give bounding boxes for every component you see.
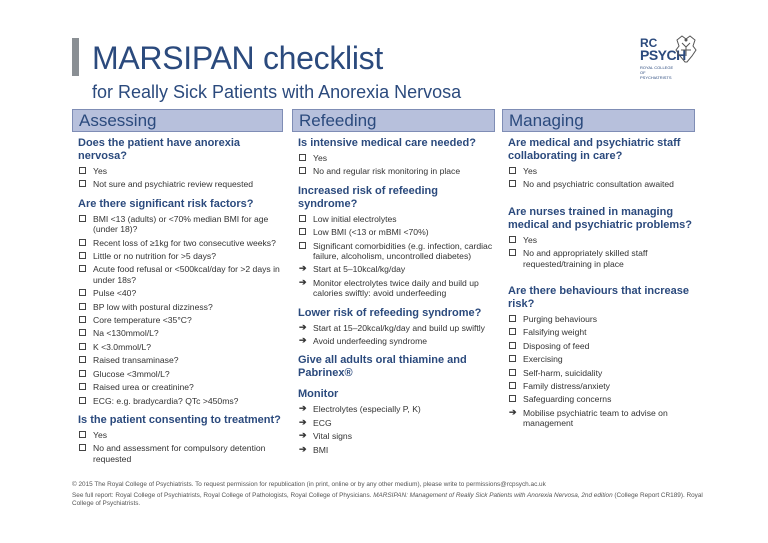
item-text: Family distress/anxiety bbox=[523, 381, 610, 392]
checklist-item[interactable] bbox=[78, 443, 281, 464]
action-item bbox=[298, 264, 493, 274]
checklist-item[interactable] bbox=[78, 264, 281, 285]
item-text: Na <130mmol/L? bbox=[93, 328, 159, 339]
checkbox-icon[interactable] bbox=[79, 370, 86, 377]
column-body bbox=[292, 137, 495, 455]
item-text: No and appropriately skilled staff requested/training in place bbox=[523, 248, 648, 269]
section-question: Are there behaviours that increase risk? bbox=[508, 285, 689, 311]
item-text: Core temperature <35°C? bbox=[93, 315, 192, 326]
checkbox-icon[interactable] bbox=[509, 382, 516, 389]
item-text: No and regular risk monitoring in place bbox=[313, 166, 461, 177]
section-question: Are medical and psychiatric staff collaborating in care? bbox=[508, 137, 681, 162]
item-text: Purging behaviours bbox=[523, 314, 598, 325]
checklist-item[interactable] bbox=[78, 251, 281, 261]
checklist-item[interactable] bbox=[78, 179, 281, 189]
item-text: Low BMI (<13 or mBMI <70%) bbox=[313, 227, 429, 238]
checkbox-icon[interactable] bbox=[79, 316, 86, 323]
item-text: Low initial electrolytes bbox=[313, 213, 397, 224]
checklist-item[interactable] bbox=[298, 227, 493, 237]
footer-report-suffix: (College Report CR189). Royal College of Psychiatrists. bbox=[72, 491, 703, 508]
item-text: Electrolytes (especially P, K) bbox=[313, 404, 421, 415]
item-text: Yes bbox=[93, 429, 108, 440]
item-text: ECG bbox=[313, 417, 332, 428]
checkbox-icon[interactable] bbox=[509, 355, 516, 362]
checklist-item[interactable] bbox=[508, 179, 693, 189]
item-text: Recent loss of ≥1kg for two consecutive weeks? bbox=[93, 237, 276, 248]
arrow-right-icon: ➔ bbox=[299, 430, 307, 441]
checkbox-icon[interactable] bbox=[299, 242, 306, 249]
checklist-item[interactable] bbox=[508, 354, 693, 364]
item-text: Falsifying weight bbox=[523, 327, 587, 338]
item-text: Start at 15–20kcal/kg/day and build up swiftly bbox=[313, 322, 485, 333]
item-text: Yes bbox=[313, 153, 328, 163]
item-text: Monitor electrolytes twice daily and build up calories swiftly: avoid underfeeding bbox=[313, 277, 479, 299]
section-question: Increased risk of refeeding syndrome? bbox=[298, 184, 438, 210]
footer-report-prefix: See full report: Royal College of Psychiatrists, Royal College of Pathologists, Royal College of Physicians. bbox=[72, 491, 374, 499]
checkbox-icon[interactable] bbox=[79, 329, 86, 336]
checkbox-icon[interactable] bbox=[79, 167, 86, 174]
item-text: No and psychiatric consultation awaited bbox=[523, 179, 674, 190]
section-question: Monitor bbox=[298, 388, 339, 401]
title-accent-bar bbox=[72, 38, 79, 76]
logo-psych-text: PSYCH bbox=[640, 47, 686, 63]
checkbox-icon[interactable] bbox=[509, 249, 516, 256]
item-text: BMI bbox=[313, 444, 329, 455]
checklist-item[interactable] bbox=[298, 153, 493, 163]
crest-icon bbox=[673, 34, 699, 64]
section-question: Are nurses trained in managing medical and psychiatric problems? bbox=[508, 205, 693, 231]
action-item bbox=[298, 278, 493, 299]
action-item bbox=[298, 404, 493, 414]
checkbox-icon[interactable] bbox=[509, 315, 516, 322]
item-text: Yes bbox=[523, 166, 538, 176]
column-heading: Refeeding bbox=[292, 109, 495, 132]
page-subtitle: for Really Sick Patients with Anorexia Nervosa bbox=[92, 82, 462, 102]
arrow-right-icon: ➔ bbox=[509, 406, 517, 417]
action-item bbox=[298, 323, 493, 333]
checklist-item[interactable] bbox=[508, 368, 693, 378]
footer-report bbox=[72, 492, 712, 509]
checkbox-icon[interactable] bbox=[509, 369, 516, 376]
checkbox-icon[interactable] bbox=[79, 397, 86, 404]
rcpsych-logo bbox=[640, 36, 700, 90]
action-item bbox=[298, 431, 493, 441]
item-text: Yes bbox=[523, 234, 538, 245]
item-text: Pulse <40? bbox=[93, 288, 137, 299]
item-text: BMI <13 (adults) or <70% median BMI for age (under 18)? bbox=[93, 213, 269, 235]
item-text: Disposing of feed bbox=[523, 340, 590, 351]
item-text: Glucose <3mmol/L? bbox=[93, 368, 170, 379]
section-question: Lower risk of refeeding syndrome? bbox=[298, 306, 482, 319]
arrow-right-icon: ➔ bbox=[299, 335, 307, 346]
checklist-item[interactable] bbox=[78, 288, 281, 298]
column-body bbox=[72, 137, 283, 464]
checkbox-icon[interactable] bbox=[79, 289, 86, 296]
arrow-right-icon: ➔ bbox=[299, 443, 307, 454]
checklist-item[interactable] bbox=[78, 315, 281, 325]
checkbox-icon[interactable] bbox=[299, 154, 306, 161]
section-question: Give all adults oral thiamine and Pabrinex® bbox=[298, 354, 467, 380]
column-refeeding bbox=[292, 109, 495, 455]
section-question: Is intensive medical care needed? bbox=[298, 137, 476, 149]
item-text: Acute food refusal or <500kcal/day for >2 days in under 18s? bbox=[93, 264, 280, 285]
checklist-item[interactable] bbox=[78, 302, 281, 312]
checkbox-icon[interactable] bbox=[79, 383, 86, 390]
checkbox-icon[interactable] bbox=[79, 180, 86, 187]
checklist-item[interactable] bbox=[78, 369, 281, 379]
item-text: Little or no nutrition for >5 days? bbox=[93, 251, 217, 262]
checkbox-icon[interactable] bbox=[79, 356, 86, 363]
checkbox-icon[interactable] bbox=[79, 444, 86, 451]
checklist-item[interactable] bbox=[298, 241, 493, 262]
checkbox-icon[interactable] bbox=[79, 215, 86, 222]
checkbox-icon[interactable] bbox=[79, 343, 86, 350]
checklist-item[interactable] bbox=[78, 382, 281, 392]
item-text: Start at 5–10kcal/kg/day bbox=[313, 264, 406, 275]
checkbox-icon[interactable] bbox=[299, 215, 306, 222]
checklist-item[interactable] bbox=[78, 430, 281, 440]
checklist-item[interactable] bbox=[78, 214, 281, 235]
arrow-right-icon: ➔ bbox=[299, 276, 307, 287]
item-text: Self-harm, suicidality bbox=[523, 367, 603, 378]
checklist-item[interactable] bbox=[298, 214, 493, 224]
checkbox-icon[interactable] bbox=[79, 252, 86, 259]
checklist-item[interactable] bbox=[78, 166, 281, 176]
item-text: Yes bbox=[93, 166, 108, 176]
checkbox-icon[interactable] bbox=[509, 167, 516, 174]
checklist-item[interactable] bbox=[508, 381, 693, 391]
checkbox-icon[interactable] bbox=[79, 431, 86, 438]
checkbox-icon[interactable] bbox=[79, 265, 86, 272]
footer-report-title: MARSIPAN: Management of Really Sick Patients with Anorexia Nervosa, 2nd edition bbox=[373, 491, 613, 499]
checklist-item[interactable] bbox=[508, 248, 693, 269]
footer bbox=[72, 481, 712, 511]
column-heading: Managing bbox=[502, 109, 695, 132]
checklist-item[interactable] bbox=[78, 355, 281, 365]
item-text: Raised transaminase? bbox=[93, 355, 179, 366]
action-item bbox=[508, 408, 693, 429]
checkbox-icon[interactable] bbox=[509, 395, 516, 402]
arrow-right-icon: ➔ bbox=[299, 263, 307, 274]
column-managing bbox=[502, 109, 695, 429]
action-item bbox=[298, 336, 493, 346]
checkbox-icon[interactable] bbox=[79, 303, 86, 310]
checklist-item[interactable] bbox=[508, 327, 693, 337]
checkbox-icon[interactable] bbox=[79, 239, 86, 246]
item-text: ECG: e.g. bradycardia? QTc >450ms? bbox=[93, 395, 239, 406]
checkbox-icon[interactable] bbox=[509, 180, 516, 187]
checklist-item[interactable] bbox=[508, 314, 693, 324]
checklist-item[interactable] bbox=[78, 342, 281, 352]
checkbox-icon[interactable] bbox=[299, 167, 306, 174]
item-text: No and assessment for compulsory detention requested bbox=[93, 443, 266, 464]
footer-copyright: © 2015 The Royal College of Psychiatrists. To request permission for republication (in print, online or by any other medium), please write to permissions@rcpsych.ac.uk bbox=[72, 481, 546, 488]
checkbox-icon[interactable] bbox=[509, 342, 516, 349]
item-text: Significant comorbidities (e.g. infection, cardiac failure, alcoholism, uncontrolled diabetes) bbox=[313, 240, 493, 262]
checklist-item[interactable] bbox=[78, 328, 281, 338]
arrow-right-icon: ➔ bbox=[299, 321, 307, 332]
arrow-right-icon: ➔ bbox=[299, 416, 307, 427]
checklist-item[interactable] bbox=[508, 235, 693, 245]
column-heading: Assessing bbox=[72, 109, 283, 132]
column-assessing bbox=[72, 109, 283, 464]
page-title: MARSIPAN checklist bbox=[92, 40, 383, 76]
checkbox-icon[interactable] bbox=[509, 328, 516, 335]
column-body bbox=[502, 137, 695, 429]
arrow-right-icon: ➔ bbox=[299, 403, 307, 414]
section-question: Is the patient consenting to treatment? bbox=[78, 413, 281, 426]
checklist-item[interactable] bbox=[508, 341, 693, 351]
checklist-item[interactable] bbox=[78, 396, 281, 406]
item-text: BP low with postural dizziness? bbox=[93, 301, 213, 312]
checkbox-icon[interactable] bbox=[509, 236, 516, 243]
item-text: Safeguarding concerns bbox=[523, 394, 612, 405]
action-item bbox=[298, 418, 493, 428]
checklist-item[interactable] bbox=[78, 238, 281, 248]
item-text: Mobilise psychiatric team to advise on management bbox=[523, 407, 668, 429]
checklist-item[interactable] bbox=[508, 394, 693, 404]
item-text: Avoid underfeeding syndrome bbox=[313, 336, 428, 347]
section-question: Are there significant risk factors? bbox=[78, 197, 254, 210]
item-text: Exercising bbox=[523, 354, 563, 365]
logo-rc-text: RC bbox=[640, 36, 658, 50]
checklist-item[interactable] bbox=[298, 166, 493, 176]
checklist-item[interactable] bbox=[508, 166, 693, 176]
item-text: Not sure and psychiatric review requested bbox=[93, 179, 254, 190]
item-text: K <3.0mmol/L? bbox=[93, 341, 152, 352]
section-question: Does the patient have anorexia nervosa? bbox=[78, 137, 240, 162]
logo-small-text: ROYAL COLLEGE OF PSYCHIATRISTS bbox=[640, 65, 674, 80]
checkbox-icon[interactable] bbox=[299, 228, 306, 235]
item-text: Raised urea or creatinine? bbox=[93, 382, 194, 393]
action-item bbox=[298, 445, 493, 455]
item-text: Vital signs bbox=[313, 431, 353, 442]
